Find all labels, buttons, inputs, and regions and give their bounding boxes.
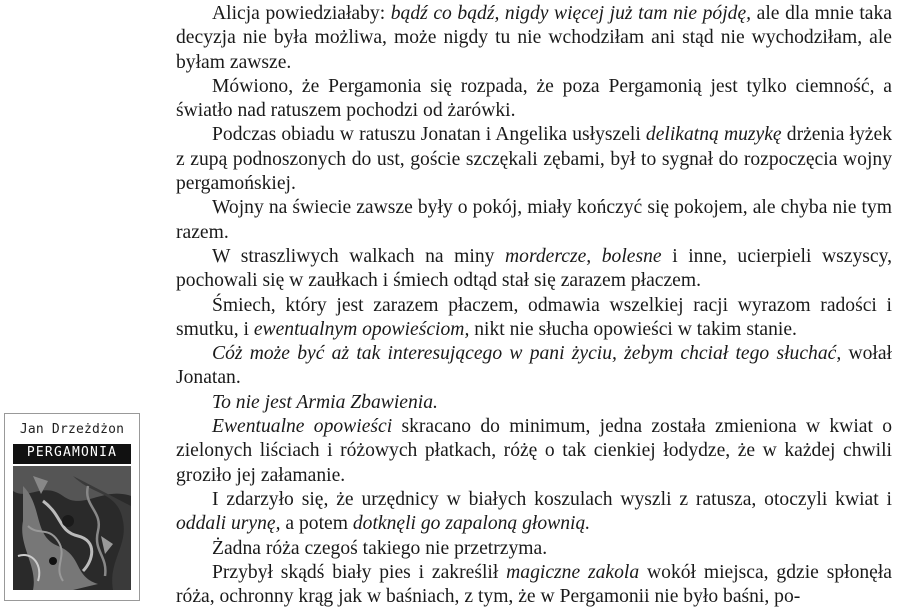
paragraph	[176, 294, 892, 343]
paragraph	[176, 123, 892, 196]
text-run: ale dla mnie taka decyzja nie była możliwa, może nigdy tu nie wchodziłam ani stąd nie wychodziłam, ale byłam zawsze.	[176, 3, 892, 73]
italic-run: oddali urynę,	[176, 513, 281, 535]
paragraph	[176, 391, 892, 415]
text-run: skracano do minimum, jedna została zmieniona w kwiat o zielonych liściach i różowych płatkach, różę o tak cienkiej łodydze, że w każdej chwili groziło jej załamanie.	[176, 416, 892, 486]
article-body	[176, 2, 892, 609]
italic-run: To nie jest Armia Zbawienia.	[212, 391, 438, 413]
paragraph	[176, 2, 892, 75]
text-run: wokół miejsca, gdzie spłonęła róża, ochronny krąg jak w baśniach, z tym, że w Pergamonii nie było baśni, po-	[176, 561, 892, 608]
cover-title: PERGAMONIA	[26, 445, 118, 460]
text-run: wołał Jonatan.	[176, 343, 892, 389]
italic-run: Ewentualne opowieści	[212, 416, 393, 438]
paragraph	[176, 415, 892, 488]
italic-run: delikatną muzykę	[645, 124, 782, 146]
paragraph	[176, 537, 892, 561]
italic-run: dotknęli go zapaloną głownią.	[352, 513, 591, 535]
paragraph	[176, 342, 892, 391]
text-run: W straszliwych walkach na miny	[212, 245, 506, 267]
cover-author: Jan Drzeżdżon	[19, 422, 125, 437]
text-run: Przybył skądś biały pies i zakreślił	[212, 561, 507, 583]
paragraph	[176, 196, 892, 245]
text-run: Wojny na świecie zawsze były o pokój, miały kończyć się pokojem, ale chyba nie tym razem.	[176, 197, 892, 243]
paragraph	[176, 488, 892, 537]
italic-run: ewentualnym opowieściom,	[253, 318, 470, 340]
italic-run: bądź co bądź, nigdy więcej już tam nie pójdę,	[390, 3, 752, 24]
text-run: Podczas obiadu w ratuszu Jonatan i Angelika usłyszeli	[212, 124, 646, 146]
text-run: a potem	[280, 513, 353, 535]
text-run: nikt nie słucha opowieści w takim stanie.	[469, 318, 797, 340]
text-run: Alicja powiedziałaby:	[212, 3, 391, 24]
text-run: drżenia łyżek z zupą podnoszonych do ust, goście szczękali zębami, był to sygnał do rozpoczęcia wojny pergamońskiej.	[176, 124, 892, 195]
italic-run: magiczne zakola	[506, 561, 640, 583]
italic-run: Cóż może być aż tak interesującego w pani życiu, żebym chciał tego słuchać,	[212, 343, 842, 365]
paragraph	[176, 561, 892, 609]
book-cover-thumbnail[interactable]	[4, 413, 140, 601]
text-run: Śmiech, który jest zarazem płaczem, odmawia wszelkiej racji wyrazom radości i smutku, i	[176, 294, 892, 340]
text-run: I zdarzyło się, że urzędnicy w białych koszulach wyszli z ratusza, otoczyli kwiat i	[212, 488, 892, 510]
italic-run: mordercze, bolesne	[505, 245, 662, 267]
paragraph	[176, 245, 892, 294]
text-run: Mówiono, że Pergamonia się rozpada, że poza Pergamonią jest tylko ciemność, a światło nad ratuszem pochodzi od żarówki.	[176, 75, 892, 122]
text-run: Żadna róża czegoś takiego nie przetrzyma.	[212, 537, 548, 559]
cover-artwork	[13, 466, 131, 590]
text-run: i inne, ucierpieli wszyscy, pochowali się w zaułkach i śmiech odtąd stał się zarazem płaczem.	[176, 245, 893, 292]
paragraph	[176, 75, 892, 124]
